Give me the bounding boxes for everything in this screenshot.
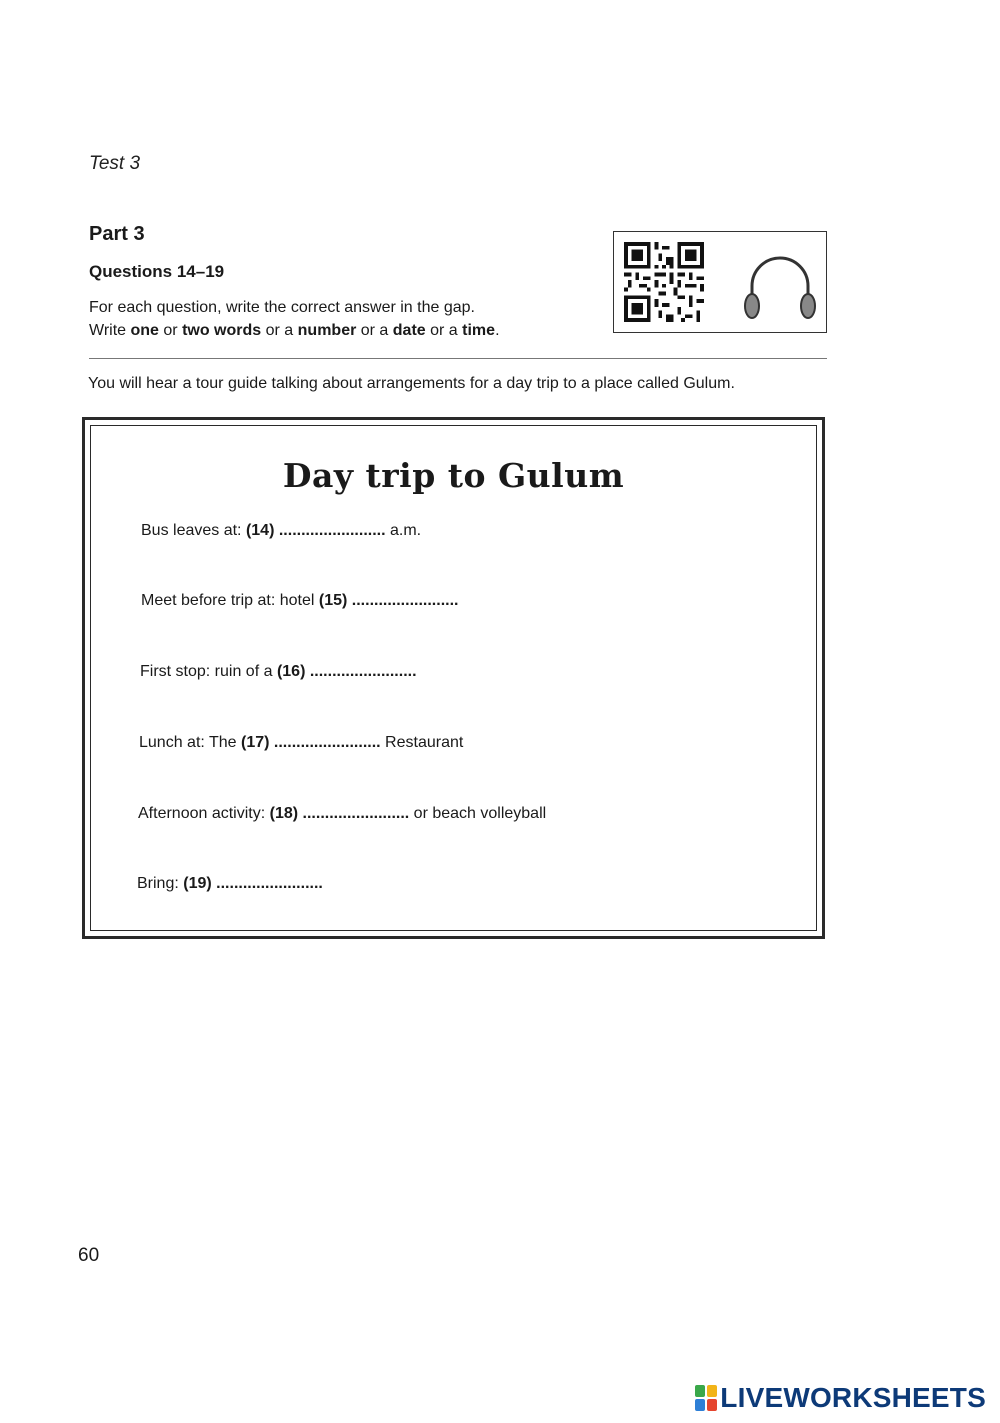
brand-text: LIVEWORKSHEETS: [720, 1382, 986, 1413]
question-15: Meet before trip at: hotel (15) ........................: [141, 592, 459, 609]
liveworksheets-brand[interactable]: [695, 1381, 986, 1415]
answer-gap-17[interactable]: ........................: [273, 734, 381, 751]
instructions-line-2: Write one or two words or a number or a date or a time.: [89, 322, 500, 339]
questions-range: Questions 14–19: [89, 262, 225, 281]
answer-gap-19[interactable]: ........................: [216, 875, 323, 892]
page-number: 60: [78, 1245, 100, 1266]
question-16: First stop: ruin of a (16) ........................: [140, 663, 417, 680]
liveworksheets-logo-icon: [695, 1383, 717, 1413]
divider: [89, 358, 827, 359]
headphones-icon[interactable]: [740, 246, 820, 322]
question-14: Bus leaves at: (14) ........................ a.m.: [141, 522, 422, 539]
audio-box: [613, 231, 827, 333]
instructions-line-1: For each question, write the correct answer in the gap.: [89, 299, 475, 316]
part-title: Part 3: [89, 223, 145, 245]
answer-gap-16[interactable]: ........................: [309, 663, 417, 680]
qr-code-icon[interactable]: [624, 242, 704, 322]
question-17: Lunch at: The (17) ........................ Restaurant: [139, 734, 464, 751]
test-label: Test 3: [89, 153, 141, 174]
answer-gap-15[interactable]: ........................: [351, 592, 459, 609]
intro-text: You will hear a tour guide talking about arrangements for a day trip to a place called Gulum.: [88, 375, 735, 392]
trip-title: Day trip to Gulum: [282, 456, 625, 495]
question-18: Afternoon activity: (18) ........................ or beach volleyball: [138, 805, 547, 822]
answer-gap-14[interactable]: ........................: [278, 522, 386, 539]
trip-box: [82, 417, 825, 939]
trip-box-inner: [90, 425, 817, 931]
question-19: Bring: (19) ........................: [137, 875, 323, 892]
answer-gap-18[interactable]: ........................: [302, 805, 410, 822]
